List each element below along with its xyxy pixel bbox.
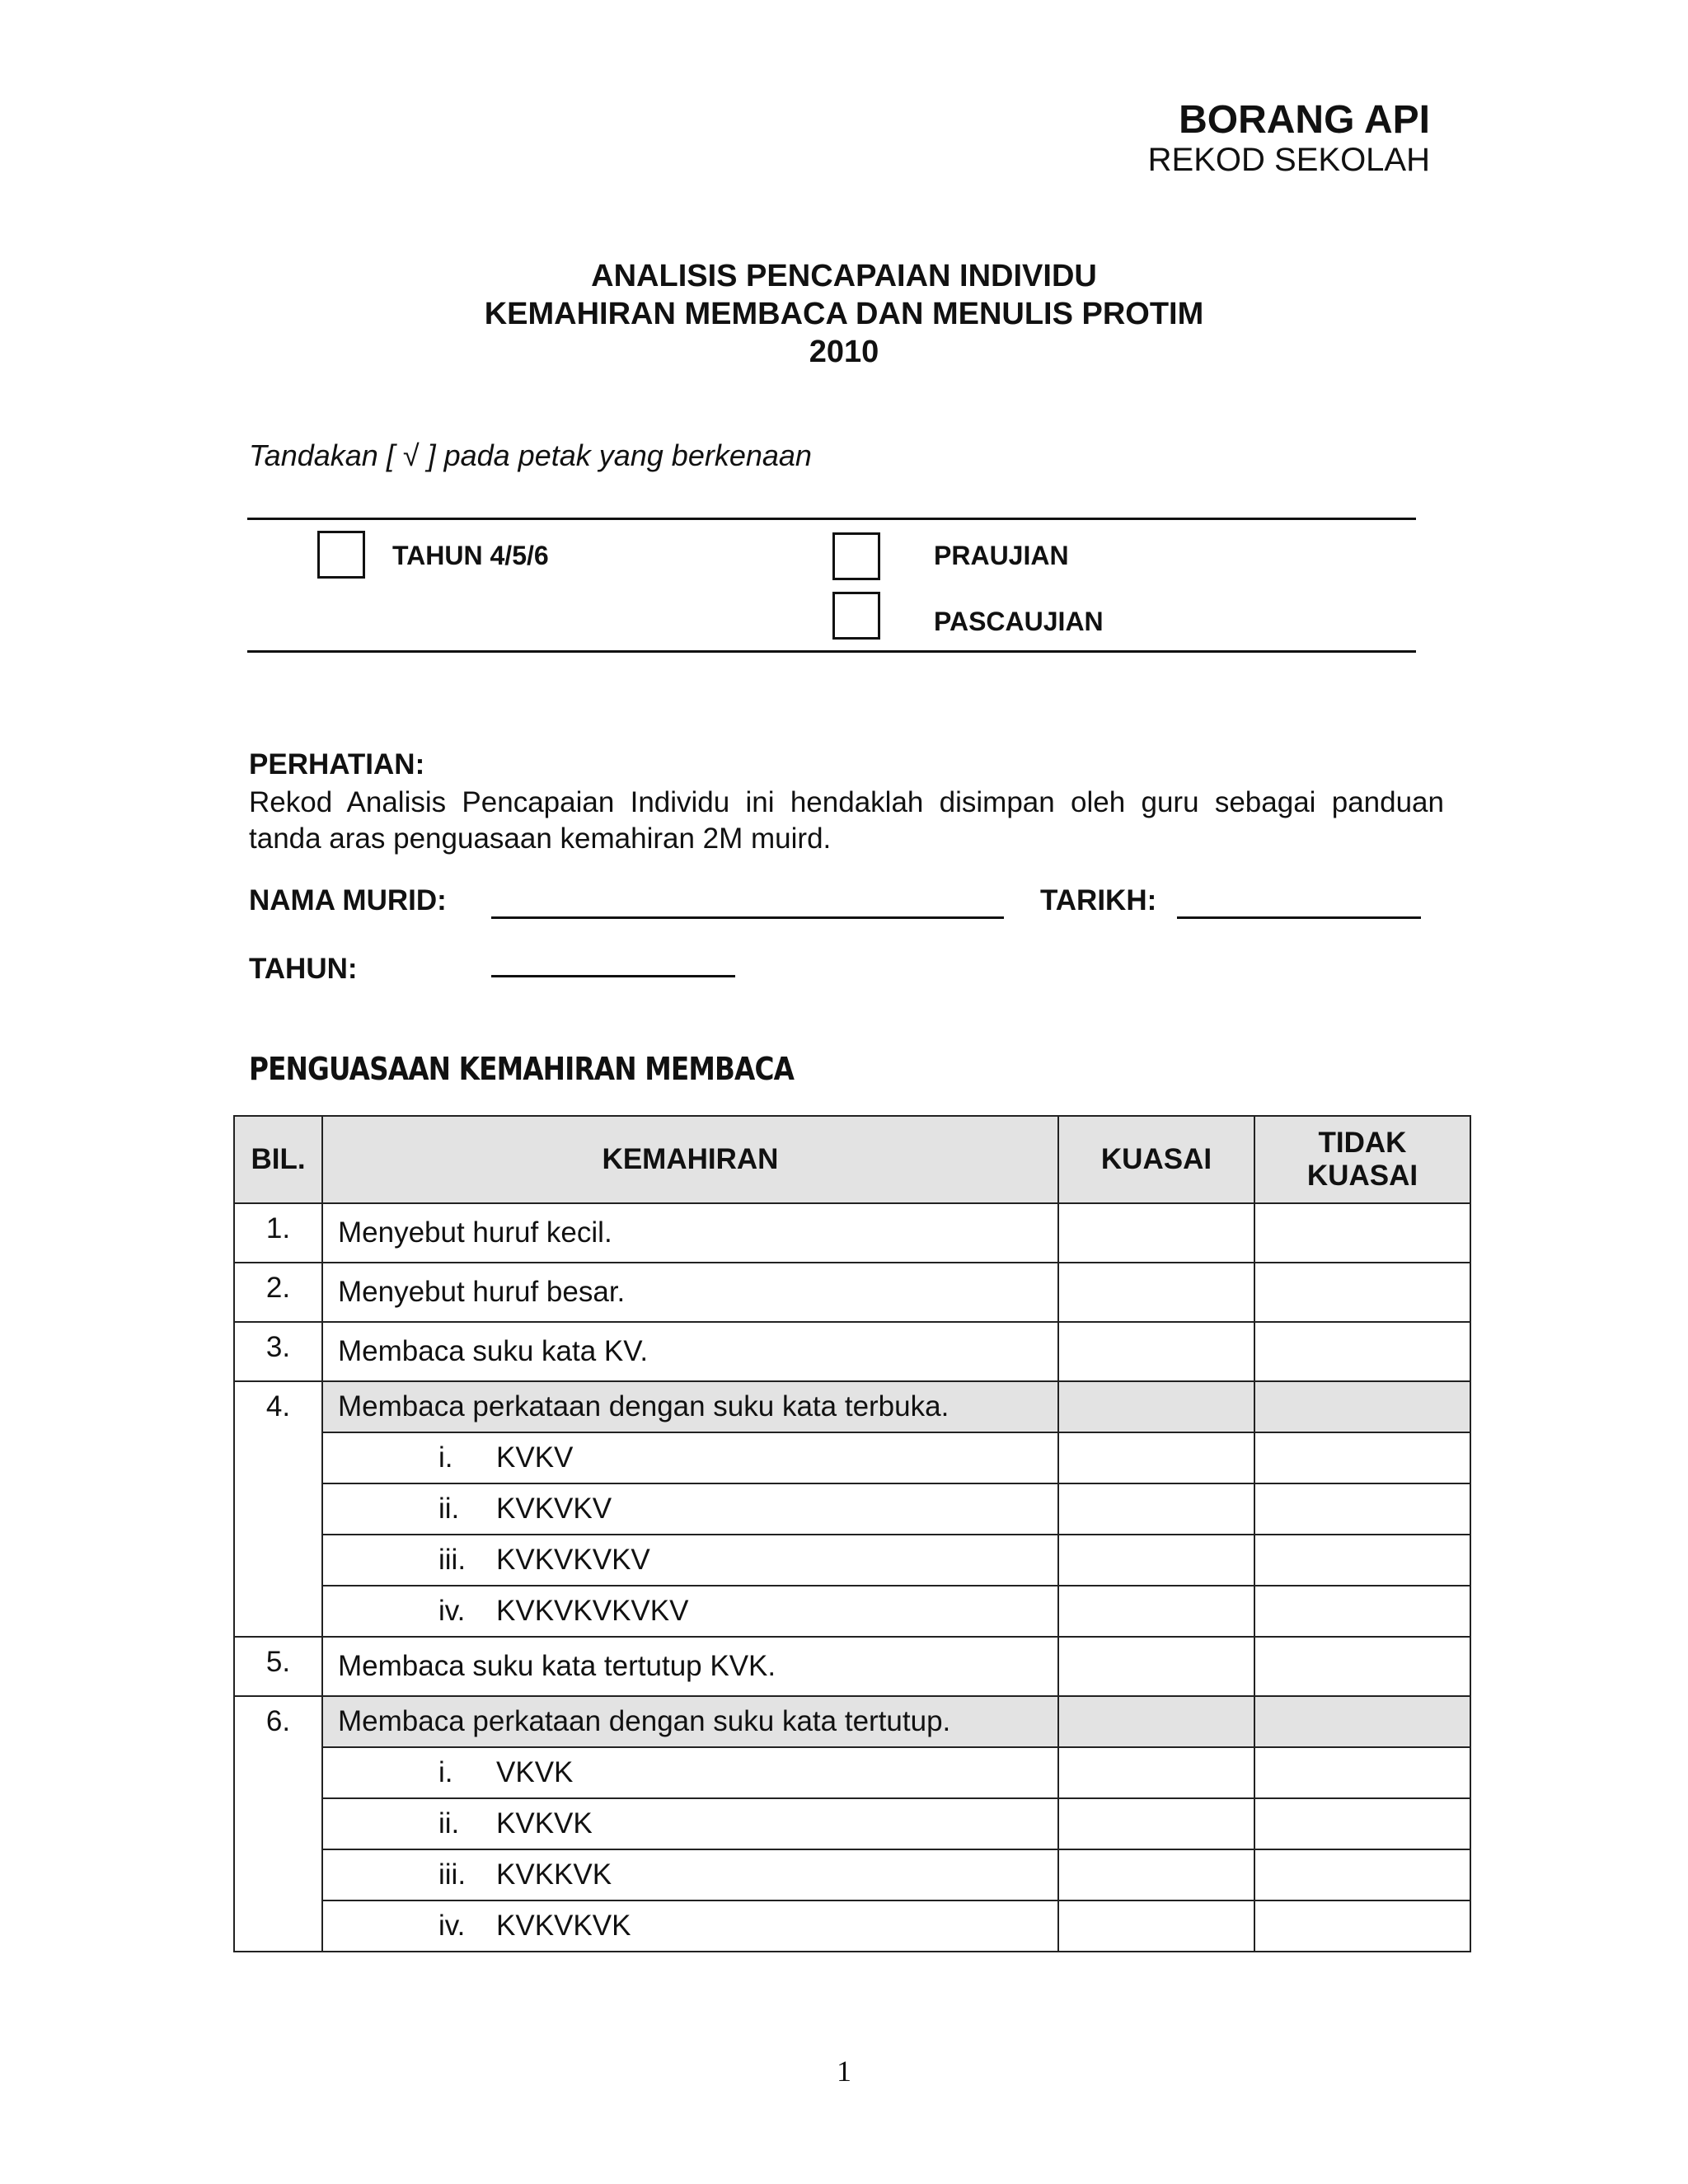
sub-skill-number: iii. bbox=[438, 1544, 467, 1576]
table-row bbox=[234, 1637, 1470, 1696]
kuasai-cell[interactable] bbox=[1058, 1322, 1254, 1381]
tidak-kuasai-cell bbox=[1254, 1696, 1470, 1747]
praujian-option-label: PRAUJIAN bbox=[934, 541, 1069, 570]
tidak-kuasai-cell[interactable] bbox=[1254, 1849, 1470, 1900]
sub-skill-number: iii. bbox=[438, 1858, 467, 1891]
skill-text: Membaca perkataan dengan suku kata tertutup. bbox=[322, 1696, 1058, 1747]
sub-skill-text: VKVK bbox=[496, 1756, 574, 1788]
tidak-kuasai-cell[interactable] bbox=[1254, 1263, 1470, 1322]
sub-skill bbox=[322, 1849, 1058, 1900]
row-number: 5. bbox=[234, 1637, 322, 1696]
tidak-kuasai-cell[interactable] bbox=[1254, 1747, 1470, 1798]
skill-text: Membaca suku kata tertutup KVK. bbox=[322, 1637, 1058, 1696]
header-kemahiran: KEMAHIRAN bbox=[322, 1116, 1058, 1203]
sub-skill-text: KVKVKVKVKV bbox=[496, 1595, 689, 1627]
tahun-checkbox[interactable] bbox=[317, 531, 365, 579]
tidak-kuasai-cell[interactable] bbox=[1254, 1432, 1470, 1483]
row-number: 2. bbox=[234, 1263, 322, 1322]
sub-skill-text: KVKKVK bbox=[496, 1858, 612, 1891]
table-row bbox=[234, 1535, 1470, 1586]
student-name-field[interactable] bbox=[491, 916, 1004, 919]
sub-skill bbox=[322, 1432, 1058, 1483]
table-row bbox=[234, 1432, 1470, 1483]
sub-skill-number: ii. bbox=[438, 1493, 460, 1525]
header-tidak-kuasai-line-2: KUASAI bbox=[1306, 1160, 1418, 1192]
section-title: PENGUASAAN KEMAHIRAN MEMBACA bbox=[249, 1051, 795, 1087]
tidak-kuasai-cell[interactable] bbox=[1254, 1203, 1470, 1263]
instruction-text: Tandakan [ √ ] pada petak yang berkenaan bbox=[249, 438, 812, 472]
tidak-kuasai-cell[interactable] bbox=[1254, 1637, 1470, 1696]
kuasai-cell[interactable] bbox=[1058, 1432, 1254, 1483]
skill-text: Menyebut huruf kecil. bbox=[322, 1203, 1058, 1263]
row-number: 4. bbox=[234, 1381, 322, 1637]
kuasai-cell[interactable] bbox=[1058, 1849, 1254, 1900]
tidak-kuasai-cell[interactable] bbox=[1254, 1586, 1470, 1637]
table-row bbox=[234, 1900, 1470, 1952]
row-number: 1. bbox=[234, 1203, 322, 1263]
sub-skill bbox=[322, 1535, 1058, 1586]
header-kuasai: KUASAI bbox=[1058, 1116, 1254, 1203]
skill-text: Menyebut huruf besar. bbox=[322, 1263, 1058, 1322]
skill-text: Membaca perkataan dengan suku kata terbuka. bbox=[322, 1381, 1058, 1432]
sub-skill-text: KVKVKVK bbox=[496, 1910, 631, 1942]
sub-skill-number: iv. bbox=[438, 1910, 466, 1942]
sub-skill bbox=[322, 1747, 1058, 1798]
kuasai-cell[interactable] bbox=[1058, 1900, 1254, 1952]
header-tidak-kuasai bbox=[1254, 1116, 1470, 1203]
date-field[interactable] bbox=[1177, 916, 1421, 919]
sub-skill-text: KVKVK bbox=[496, 1807, 593, 1840]
sub-skill-text: KVKV bbox=[496, 1441, 574, 1474]
pascaujian-checkbox[interactable] bbox=[832, 592, 880, 640]
title-line-3: 2010 bbox=[809, 335, 879, 369]
sub-skill-number: i. bbox=[438, 1441, 453, 1474]
form-code-title: BORANG API bbox=[1179, 98, 1430, 142]
table-row bbox=[234, 1203, 1470, 1263]
page-number: 1 bbox=[837, 2055, 851, 2088]
sub-skill-text: KVKVKV bbox=[496, 1493, 612, 1525]
skill-text: Membaca suku kata KV. bbox=[322, 1322, 1058, 1381]
document-title bbox=[0, 257, 1688, 371]
pascaujian-option-label: PASCAUJIAN bbox=[934, 607, 1104, 636]
sub-skill bbox=[322, 1798, 1058, 1849]
kuasai-cell[interactable] bbox=[1058, 1483, 1254, 1535]
sub-skill-text: KVKVKVKV bbox=[496, 1544, 650, 1576]
options-bottom-rule bbox=[247, 650, 1416, 653]
kuasai-cell[interactable] bbox=[1058, 1747, 1254, 1798]
table-header-row bbox=[234, 1116, 1470, 1203]
sub-skill-number: iv. bbox=[438, 1595, 466, 1627]
kuasai-cell[interactable] bbox=[1058, 1203, 1254, 1263]
header-bil: BIL. bbox=[234, 1116, 322, 1203]
tidak-kuasai-cell[interactable] bbox=[1254, 1798, 1470, 1849]
sub-skill bbox=[322, 1586, 1058, 1637]
kuasai-cell[interactable] bbox=[1058, 1798, 1254, 1849]
kuasai-cell[interactable] bbox=[1058, 1586, 1254, 1637]
table-row bbox=[234, 1849, 1470, 1900]
tidak-kuasai-cell bbox=[1254, 1381, 1470, 1432]
attention-body: Rekod Analisis Pencapaian Individu ini hendaklah disimpan oleh guru sebagai panduan tanda aras penguasaan kemahiran 2M muird. bbox=[249, 786, 1444, 855]
kuasai-cell[interactable] bbox=[1058, 1637, 1254, 1696]
table-row bbox=[234, 1747, 1470, 1798]
kuasai-cell[interactable] bbox=[1058, 1263, 1254, 1322]
tidak-kuasai-cell[interactable] bbox=[1254, 1535, 1470, 1586]
title-line-2: KEMAHIRAN MEMBACA DAN MENULIS PROTIM bbox=[484, 297, 1204, 331]
table-row bbox=[234, 1322, 1470, 1381]
sub-skill-number: i. bbox=[438, 1756, 453, 1788]
table-row bbox=[234, 1798, 1470, 1849]
table-row bbox=[234, 1586, 1470, 1637]
tahun-option-label: TAHUN 4/5/6 bbox=[392, 541, 549, 570]
tidak-kuasai-cell[interactable] bbox=[1254, 1322, 1470, 1381]
form-code-subtitle: REKOD SEKOLAH bbox=[1147, 142, 1430, 178]
year-label: TAHUN: bbox=[249, 953, 358, 985]
table-row bbox=[234, 1696, 1470, 1747]
kuasai-cell bbox=[1058, 1696, 1254, 1747]
attention-title: PERHATIAN: bbox=[249, 748, 425, 780]
row-number: 6. bbox=[234, 1696, 322, 1952]
table-row bbox=[234, 1483, 1470, 1535]
table-row bbox=[234, 1381, 1470, 1432]
praujian-checkbox[interactable] bbox=[832, 532, 880, 580]
row-number: 3. bbox=[234, 1322, 322, 1381]
table-row bbox=[234, 1263, 1470, 1322]
student-name-label: NAMA MURID: bbox=[249, 884, 447, 916]
title-line-1: ANALISIS PENCAPAIAN INDIVIDU bbox=[591, 259, 1097, 293]
kuasai-cell[interactable] bbox=[1058, 1535, 1254, 1586]
sub-skill bbox=[322, 1900, 1058, 1952]
sub-skill bbox=[322, 1483, 1058, 1535]
options-top-rule bbox=[247, 518, 1416, 520]
date-label: TARIKH: bbox=[1040, 884, 1157, 916]
year-field[interactable] bbox=[491, 975, 735, 977]
tidak-kuasai-cell[interactable] bbox=[1254, 1483, 1470, 1535]
kuasai-cell bbox=[1058, 1381, 1254, 1432]
reading-skills-table bbox=[233, 1115, 1471, 1952]
sub-skill-number: ii. bbox=[438, 1807, 460, 1840]
header-tidak-kuasai-line-1: TIDAK bbox=[1318, 1127, 1407, 1159]
tidak-kuasai-cell[interactable] bbox=[1254, 1900, 1470, 1952]
